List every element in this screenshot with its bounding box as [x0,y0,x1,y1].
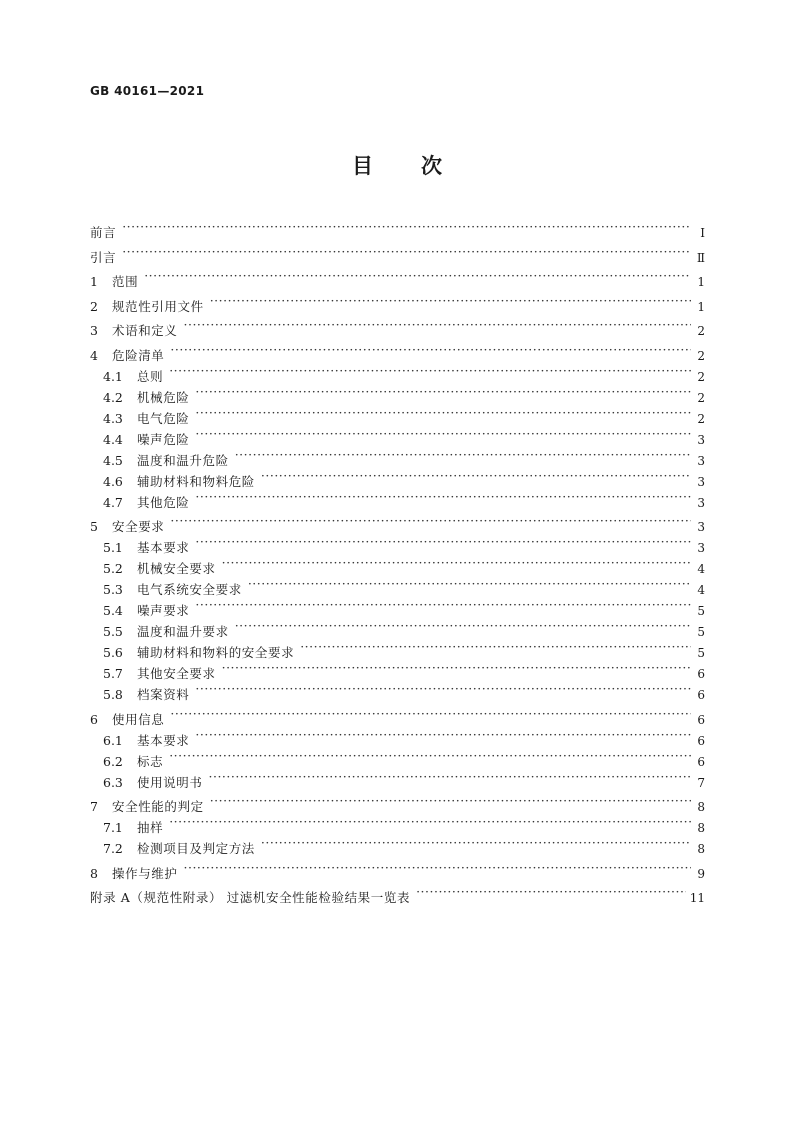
title-char-2: 次 [421,153,442,178]
toc-entry-number: 4.7 [103,494,123,510]
toc-entry-page: Ⅱ [696,250,705,265]
toc-entry-page: 3 [697,495,705,510]
toc-entry-label: 前言 [90,225,117,240]
toc-leader-dots [170,510,691,531]
toc-entry[interactable] [90,381,705,405]
toc-leader-dots [144,265,691,286]
toc-entry-number: 5.6 [103,645,123,660]
toc-leader-dots [170,339,691,360]
toc-entry-label: 检测项目及判定方法 [137,841,255,856]
toc-entry-label: 术语和定义 [112,323,178,338]
toc-entry-page: 3 [697,520,705,534]
toc-entry[interactable] [90,657,705,681]
toc-entry[interactable] [90,531,705,555]
toc-entry-number: 4.1 [103,368,123,384]
toc-entry-label: 抽样 [137,820,164,835]
toc-entry-label: 引言 [90,249,117,265]
toc-entry-page: 7 [697,775,705,790]
toc-entry-label: 危险清单 [112,347,165,363]
toc-leader-dots [195,486,691,507]
toc-entry-label: 范围 [112,274,139,289]
toc-leader-dots [195,678,691,699]
toc-entry-number: 4 [90,347,98,363]
toc-entry-number: 6.1 [103,732,123,748]
toc-entry-label: 安全性能的判定 [112,799,204,814]
toc-entry-number: 7 [90,799,98,814]
toc-entry-page: 11 [689,891,705,905]
toc-leader-dots [222,552,691,573]
toc-leader-dots [195,531,691,552]
toc-entry-page: 6 [697,733,705,748]
toc-leader-dots [261,832,691,853]
toc-entry[interactable] [90,552,705,576]
toc-entry-number: 5.5 [103,624,123,639]
toc-entry-number: 5 [90,519,98,534]
toc-entry-number: 5.2 [103,561,123,576]
toc-entry-label: 电气系统安全要求 [137,582,242,597]
toc-entry-label: 噪声危险 [137,431,190,447]
toc-entry-label: 噪声要求 [137,603,190,618]
toc-entry-label: 机械安全要求 [137,561,216,576]
toc-entry-number: 5.3 [103,582,123,597]
toc-entry[interactable] [90,832,705,856]
toc-entry-number: 4.5 [103,452,123,468]
toc-entry-label: 机械危险 [137,389,190,405]
toc-entry-page: 6 [697,754,705,769]
toc-entry[interactable] [90,486,705,510]
toc-leader-dots [122,216,691,237]
toc-entry-label: 使用信息 [112,711,165,727]
toc-leader-dots [170,703,691,724]
toc-entry-page: 5 [697,604,705,618]
toc-entry[interactable] [90,465,705,489]
toc-entry[interactable] [90,265,705,289]
toc-leader-dots [122,241,691,262]
toc-leader-dots [169,811,691,832]
toc-leader-dots [210,790,691,811]
toc-entry-page: 3 [697,541,705,555]
toc-entry-page: 8 [697,821,705,835]
table-of-contents [90,216,705,905]
toc-entry-label: 使用说明书 [137,774,203,790]
toc-entry[interactable] [90,290,705,314]
toc-entry-page: 2 [697,411,705,426]
toc-entry-page: 9 [697,866,705,881]
toc-entry-label: 辅助材料和物料的安全要求 [137,645,295,660]
toc-entry[interactable] [90,636,705,660]
toc-entry[interactable] [90,703,705,727]
toc-entry-label: 基本要求 [137,732,190,748]
toc-entry[interactable] [90,314,705,338]
toc-entry-page: Ⅰ [700,226,705,240]
toc-leader-dots [235,615,691,636]
toc-entry-page: 2 [697,390,705,405]
toc-entry-label: 附录 A（规范性附录） 过滤机安全性能检验结果一览表 [90,890,411,905]
standard-number: GB 40161—2021 [90,84,205,98]
toc-entry-label: 档案资料 [137,687,190,702]
toc-leader-dots [261,465,691,486]
toc-entry-number: 7.1 [103,820,123,835]
toc-entry-page: 1 [697,275,705,289]
toc-entry-page: 2 [697,369,705,384]
toc-entry[interactable] [90,444,705,468]
toc-leader-dots [210,290,691,311]
toc-entry[interactable] [90,423,705,447]
toc-entry-label: 标志 [137,753,164,769]
toc-entry-page: 3 [697,453,705,468]
toc-entry[interactable] [90,594,705,618]
toc-leader-dots [195,402,691,423]
toc-entry-page: 3 [697,432,705,447]
toc-entry-page: 5 [697,646,705,660]
toc-entry-number: 6 [90,711,98,727]
toc-entry-number: 5.4 [103,603,123,618]
toc-entry-page: 1 [697,299,705,314]
toc-entry[interactable] [90,241,705,265]
toc-entry[interactable] [90,510,705,534]
toc-entry-label: 基本要求 [137,540,190,555]
toc-leader-dots [248,573,691,594]
toc-entry-page: 8 [697,842,705,856]
toc-leader-dots [195,423,691,444]
toc-entry-label: 电气危险 [137,410,190,426]
toc-entry[interactable] [90,745,705,769]
toc-entry-number: 4.2 [103,389,123,405]
toc-entry[interactable] [90,678,705,702]
toc-entry-page: 5 [697,625,705,639]
toc-entry[interactable] [90,811,705,835]
toc-entry-number: 5.7 [103,666,123,681]
toc-leader-dots [169,360,691,381]
toc-entry-number: 3 [90,323,98,338]
toc-entry-page: 8 [697,800,705,814]
toc-leader-dots [235,444,691,465]
toc-entry[interactable] [90,339,705,363]
toc-entry-number: 2 [90,298,98,314]
toc-entry-number: 5.8 [103,687,123,702]
toc-entry[interactable] [90,573,705,597]
toc-leader-dots [222,657,691,678]
toc-entry-page: 6 [697,667,705,681]
toc-leader-dots [184,314,691,335]
toc-entry[interactable] [90,216,705,240]
toc-entry-number: 5.1 [103,540,123,555]
toc-entry-page: 2 [697,348,705,363]
toc-entry-label: 规范性引用文件 [112,298,204,314]
toc-entry-label: 温度和温升危险 [137,452,229,468]
toc-entry-number: 6.3 [103,774,123,790]
page-title [0,150,794,180]
toc-entry[interactable] [90,790,705,814]
toc-leader-dots [209,766,691,787]
toc-leader-dots [195,594,691,615]
toc-entry-label: 总则 [137,368,164,384]
toc-leader-dots [195,381,691,402]
toc-entry[interactable] [90,360,705,384]
toc-leader-dots [416,881,686,902]
toc-entry-page: 6 [697,688,705,702]
toc-leader-dots [195,724,691,745]
toc-entry-page: 6 [697,712,705,727]
toc-entry-label: 其他安全要求 [137,666,216,681]
toc-entry-label: 其他危险 [137,494,190,510]
toc-entry-number: 1 [90,274,98,289]
toc-entry-number: 7.2 [103,841,123,856]
toc-entry[interactable] [90,857,705,881]
toc-entry-number: 4.6 [103,473,123,489]
toc-entry-page: 3 [697,474,705,489]
toc-leader-dots [300,636,691,657]
toc-entry[interactable] [90,402,705,426]
toc-entry[interactable] [90,881,705,905]
toc-entry-number: 6.2 [103,753,123,769]
toc-entry-page: 4 [697,583,705,597]
toc-entry-page: 4 [697,562,705,576]
toc-leader-dots [169,745,691,766]
toc-entry[interactable] [90,615,705,639]
toc-leader-dots [184,857,691,878]
toc-entry-label: 安全要求 [112,519,165,534]
toc-entry[interactable] [90,724,705,748]
toc-entry[interactable] [90,766,705,790]
toc-entry-label: 温度和温升要求 [137,624,229,639]
toc-entry-number: 4.4 [103,431,123,447]
title-char-1: 目 [352,153,373,178]
toc-entry-number: 8 [90,865,98,881]
toc-entry-label: 操作与维护 [112,865,178,881]
toc-entry-page: 2 [697,324,705,338]
toc-entry-number: 4.3 [103,410,123,426]
toc-entry-label: 辅助材料和物料危险 [137,473,255,489]
